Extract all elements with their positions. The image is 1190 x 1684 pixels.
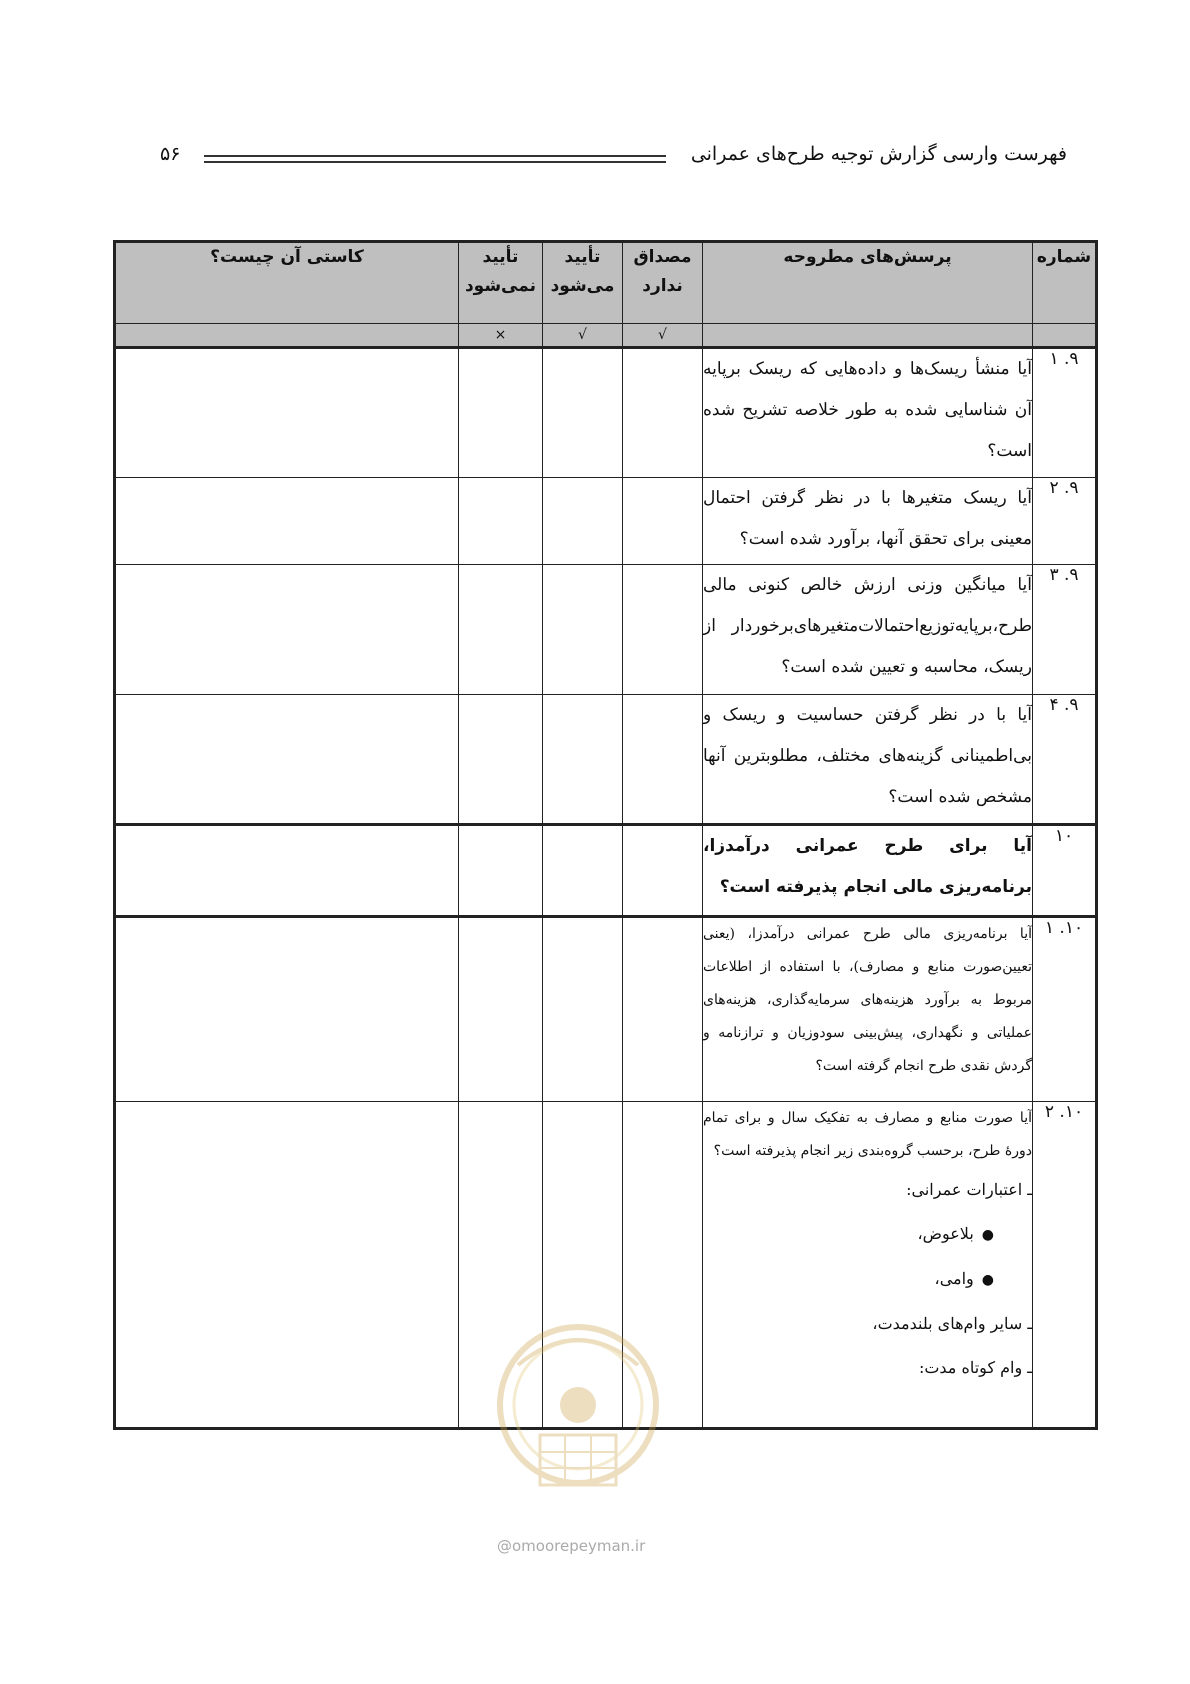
list-item: ـ اعتبارات عمرانی: <box>906 1180 1032 1199</box>
not-confirmed-cell[interactable] <box>459 917 543 1102</box>
row-question: آیا میانگین وزنی ارزش خالص کنونی مالی طرح،برپایه‌توزیع‌احتمالات‌متغیرهای‌برخوردار از ریسک، محاسبه و تعیین شده است؟ <box>703 565 1033 695</box>
column-header-number: شماره <box>1033 242 1097 324</box>
table-row <box>115 565 1097 695</box>
header-divider <box>204 155 666 163</box>
row-question <box>703 1102 1033 1429</box>
confirmed-cell[interactable] <box>543 348 623 478</box>
deficiency-cell[interactable] <box>115 478 459 565</box>
row-question-text: آیا صورت منابع و مصارف به تفکیک سال و برای تمام دورهٔ طرح، برحسب گروه‌بندی زیر انجام پذیرفته است؟ <box>703 1110 1032 1159</box>
funding-list <box>703 1168 1032 1390</box>
row-question: آیا ریسک متغیرها با در نظر گرفتن احتمال معینی برای تحقق آنها، برآورد شده است؟ <box>703 478 1033 565</box>
column-header-confirmed: تأیید می‌شود <box>543 242 623 324</box>
watermark-text: @omoorepeyman.ir <box>497 1537 646 1555</box>
watermark-logo-icon <box>488 1295 668 1525</box>
not-confirmed-cell[interactable] <box>459 478 543 565</box>
column-header-deficiency: کاستی آن چیست؟ <box>115 242 459 324</box>
row-number: ۱۰. ۱ <box>1033 917 1097 1102</box>
table-row <box>115 348 1097 478</box>
not-confirmed-cell[interactable] <box>459 348 543 478</box>
list-item: ـ وام کوتاه مدت: <box>918 1358 1032 1377</box>
list-item: ●بلاعوض، <box>917 1224 994 1243</box>
not-confirmed-cell[interactable] <box>459 565 543 695</box>
not-applicable-cell[interactable] <box>623 825 703 917</box>
not-applicable-cell[interactable] <box>623 917 703 1102</box>
deficiency-cell[interactable] <box>115 917 459 1102</box>
page-number: ۵۶ <box>160 143 181 165</box>
list-item: ●وامی، <box>934 1269 994 1288</box>
confirmed-cell[interactable] <box>543 478 623 565</box>
row-question: آیا برنامه‌ریزی مالی طرح عمرانی درآمدزا، (یعنی تعیین‌صورت منابع و مصارف)، با استفاده از اطلاعات مربوط به برآورد هزینه‌های سرمایه‌گذاری، هزینه‌های عملیاتی و نگهداری، پیش‌بینی سودوزیان و ترازنامه و گردش نقدی طرح انجام گرفته است؟ <box>703 917 1033 1102</box>
row-number: ۱۰. ۲ <box>1033 1102 1097 1429</box>
deficiency-cell[interactable] <box>115 565 459 695</box>
not-confirmed-cell[interactable] <box>459 825 543 917</box>
row-question: آیا با در نظر گرفتن حساسیت و ریسک و بی‌اطمینانی گزینه‌های مختلف، مطلوبترین آنها مشخص شده است؟ <box>703 695 1033 825</box>
row-question: آیا برای طرح عمرانی درآمدزا، برنامه‌ریزی مالی انجام پذیرفته است؟ <box>703 825 1033 917</box>
column-header-not-confirmed: تأیید نمی‌شود <box>459 242 543 324</box>
confirmed-cell[interactable] <box>543 565 623 695</box>
marks-spacer <box>1033 324 1097 348</box>
deficiency-cell[interactable] <box>115 348 459 478</box>
table-row <box>115 478 1097 565</box>
checklist-table <box>113 240 1098 1430</box>
mark-not-applicable: √ <box>623 324 703 348</box>
row-number: ۱۰ <box>1033 825 1097 917</box>
confirmed-cell[interactable] <box>543 695 623 825</box>
not-applicable-cell[interactable] <box>623 348 703 478</box>
confirmed-cell[interactable] <box>543 825 623 917</box>
mark-not-confirmed: × <box>459 324 543 348</box>
row-number: ۹. ۳ <box>1033 565 1097 695</box>
mark-confirmed: √ <box>543 324 623 348</box>
deficiency-cell[interactable] <box>115 1102 459 1429</box>
row-number: ۹. ۱ <box>1033 348 1097 478</box>
not-confirmed-cell[interactable] <box>459 695 543 825</box>
table-row <box>115 695 1097 825</box>
confirmed-cell[interactable] <box>543 917 623 1102</box>
deficiency-cell[interactable] <box>115 695 459 825</box>
bullet-icon: ● <box>981 1227 994 1243</box>
column-header-not-applicable: مصداق ندارد <box>623 242 703 324</box>
not-applicable-cell[interactable] <box>623 695 703 825</box>
document-title: فهرست وارسی گزارش توجیه طرح‌های عمرانی <box>690 143 1067 165</box>
row-question: آیا منشأ ریسک‌ها و داده‌هایی که ریسک برپایه آن شناسایی شده به طور خلاصه تشریح شده است؟ <box>703 348 1033 478</box>
deficiency-cell[interactable] <box>115 825 459 917</box>
not-applicable-cell[interactable] <box>623 565 703 695</box>
marks-spacer <box>115 324 459 348</box>
row-number: ۹. ۴ <box>1033 695 1097 825</box>
row-number: ۹. ۲ <box>1033 478 1097 565</box>
list-item: ـ سایر وام‌های بلندمدت، <box>872 1314 1032 1333</box>
column-header-question: پرسش‌های مطروحه <box>703 242 1033 324</box>
not-applicable-cell[interactable] <box>623 478 703 565</box>
table-row <box>115 917 1097 1102</box>
table-row-section <box>115 825 1097 917</box>
bullet-icon: ● <box>981 1272 994 1288</box>
marks-spacer <box>703 324 1033 348</box>
